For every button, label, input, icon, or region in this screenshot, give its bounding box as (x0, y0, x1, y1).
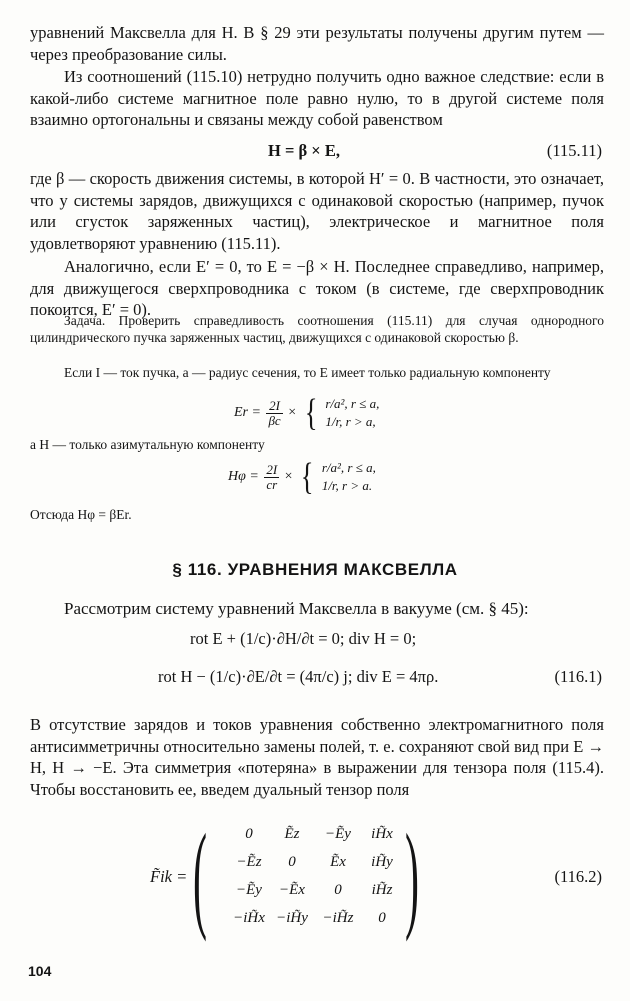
dual-tensor-lhs: F̃ik = (150, 867, 188, 886)
er-case-inside: r/a², r ≤ a, (325, 396, 380, 411)
task-statement: Задача. Проверить справедливость соотношения (115.11) для случая однородного цилиндрического пучка заряженных частиц, движущихся с одинаковой скоростью β. (30, 313, 604, 345)
paragraph-continuation: уравнений Максвелла для H. В § 29 эти результаты получены другим путем — через преобразование силы. (30, 23, 604, 64)
hphi-lhs: Hφ = (228, 469, 259, 485)
paragraph-maxwell-intro: Рассмотрим систему уравнений Максвелла в вакууме (см. § 45): (64, 599, 529, 618)
page-number: 104 (28, 963, 52, 979)
matrix-cell: −Ẽy (236, 882, 262, 898)
matrix-cell: iH̃x (371, 826, 393, 842)
paragraph-symmetry: В отсутствие зарядов и токов уравнения собственно электромагнитного поля антисимметричны относительно замены полей, т. е. сохраняют свой вид при E → H, H → −E. Эта симметрия «потеряна» в выражении для тензора поля (115.4). Чтобы восстановить ее, введем дуальный тензор поля (30, 715, 604, 799)
paragraph-beta-velocity: где β — скорость движения системы, в которой H′ = 0. В частности, это означает, что у системы зарядов, движущихся с одинаковой скоростью (например, пучок или сгусток заряженных частиц), электрическое и магнитное поля удовлетворяют уравнению (115.11). (30, 169, 604, 253)
task-conclusion: Отсюда Hφ = βEr. (30, 507, 132, 522)
er-case-outside: 1/r, r > a, (325, 414, 376, 429)
section-heading: § 116. УРАВНЕНИЯ МАКСВЕЛЛА (172, 560, 458, 579)
paragraph-analogous: Аналогично, если E′ = 0, то E = −β × H. Последнее справедливо, например, для движущегося сверхпроводника с током (в системе, где сверхпроводник покоится, E′ = 0). (30, 257, 604, 319)
equation-hphi: Hφ = $\frac{2I}{cr}$ × { r/a², r ≤ a, 1/r, r > a. (228, 456, 376, 498)
matrix-cell: Ẽz (284, 826, 300, 842)
matrix-cell: −iH̃x (233, 910, 265, 926)
matrix-cell: −Ẽy (325, 826, 351, 842)
er-lhs: Er = (234, 405, 261, 421)
hphi-fraction (264, 463, 279, 492)
matrix-cell: −iH̃z (322, 910, 354, 926)
er-numerator: 2I (266, 399, 282, 414)
matrix-cell: −Ẽz (236, 854, 262, 870)
er-denominator: βc (268, 412, 281, 428)
matrix-cell: 0 (288, 854, 296, 870)
matrix-grid (228, 826, 402, 938)
matrix-cell: −iH̃y (276, 910, 308, 926)
equation-maxwell-1: rot E + (1/c)·∂H/∂t = 0; div H = 0; (190, 629, 417, 648)
equation-er: Er = $\frac{2I}{\beta c}$ × { r/a², r ≤ a, 1/r, r > a, (234, 392, 380, 434)
matrix-cell: −Ẽx (279, 882, 305, 898)
equation-number-116-1: (116.1) (554, 667, 602, 686)
matrix-cell: 0 (378, 910, 386, 926)
task-radial: Если I — ток пучка, a — радиус сечения, то E имеет только радиальную компоненту (64, 365, 551, 380)
paragraph-consequence: Из соотношений (115.10) нетрудно получить одно важное следствие: если в какой-либо системе магнитное поле равно нулю, то в другой системе поля взаимно ортогональны и связаны между собой равенством (30, 67, 604, 129)
hphi-case-inside: r/a², r ≤ a, (321, 460, 376, 475)
hphi-case-outside: 1/r, r > a. (321, 478, 373, 493)
equation-115-11: H = β × E, (268, 141, 340, 160)
er-cases (325, 395, 379, 431)
matrix-cell: Ẽx (330, 854, 346, 870)
hphi-denominator: cr (266, 476, 278, 492)
task-azimuthal: а H — только азимутальную компоненту (30, 437, 265, 452)
matrix-cell: 0 (245, 826, 253, 842)
matrix-cell: 0 (334, 882, 342, 898)
hphi-cases (322, 459, 376, 495)
equation-number-115-11: (115.11) (546, 141, 602, 160)
matrix-cell: iH̃y (371, 854, 393, 870)
er-fraction (266, 399, 282, 428)
equation-maxwell-2: rot H − (1/c)·∂E/∂t = (4π/c) j; div E = 4πρ. (158, 667, 439, 686)
matrix-cell: iH̃z (371, 882, 393, 898)
matrix-left-paren: ( (192, 809, 207, 942)
equation-number-116-2: (116.2) (554, 867, 602, 886)
hphi-numerator: 2I (266, 461, 278, 477)
matrix-right-paren: ) (404, 809, 419, 942)
